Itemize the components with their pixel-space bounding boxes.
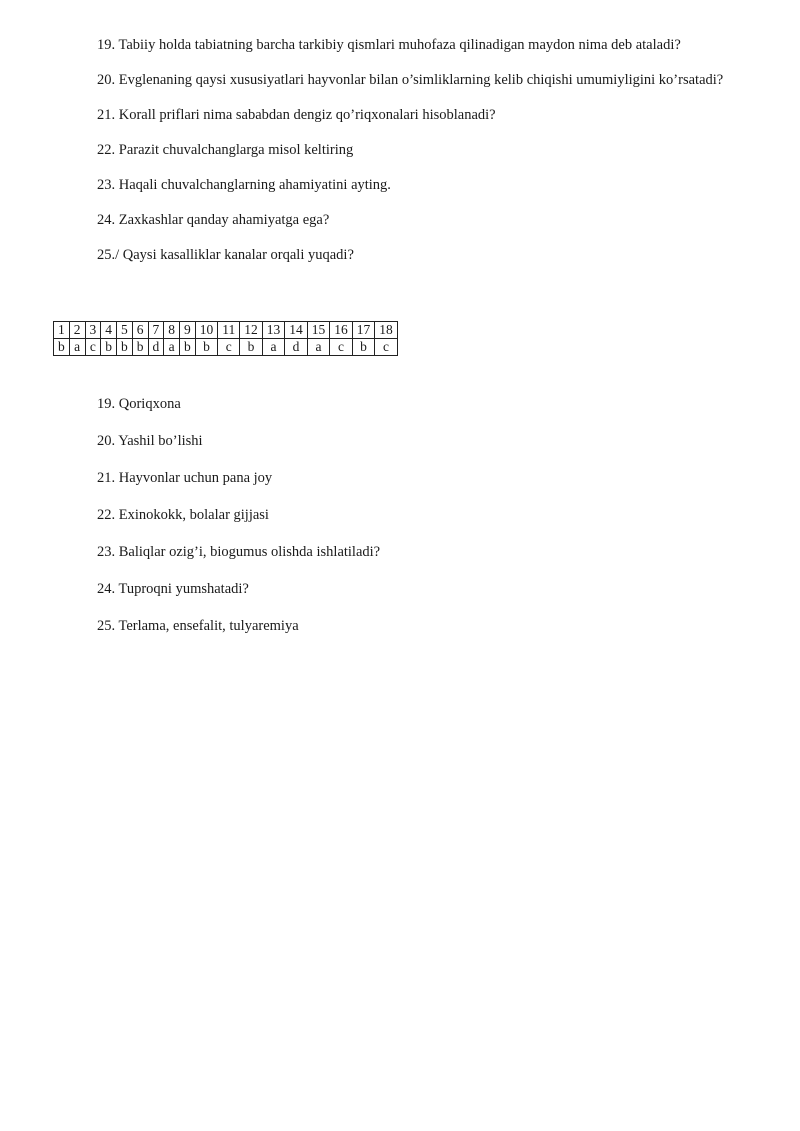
answer-key-number: 4 <box>101 322 117 339</box>
answer-item: 21. Hayvonlar uchun pana joy <box>97 470 273 486</box>
answer-key-letter: b <box>132 339 148 356</box>
answer-item: 20. Yashil bo’lishi <box>97 433 203 449</box>
answer-key-numbers-row <box>54 322 398 339</box>
answer-key-letter: b <box>101 339 117 356</box>
answer-key-number: 3 <box>85 322 101 339</box>
answer-key-letter: b <box>352 339 375 356</box>
answer-key-number: 15 <box>307 322 330 339</box>
answer-key-number: 5 <box>117 322 133 339</box>
answer-key-letter: a <box>262 339 285 356</box>
answer-key-number: 6 <box>132 322 148 339</box>
answer-key-letter: d <box>285 339 308 356</box>
answer-key-number: 18 <box>375 322 398 339</box>
answer-key-number: 9 <box>180 322 196 339</box>
answer-key-number: 14 <box>285 322 308 339</box>
answer-key-number: 8 <box>164 322 180 339</box>
answer-key-number: 12 <box>240 322 263 339</box>
question-item: 24. Zaxkashlar qanday ahamiyatga ega? <box>97 212 330 228</box>
answer-key-letter: b <box>54 339 70 356</box>
answer-key-number: 10 <box>195 322 218 339</box>
answer-key-number: 2 <box>69 322 85 339</box>
answer-item: 23. Baliqlar ozig’i, biogumus olishda ishlatiladi? <box>97 544 381 560</box>
answer-item: 22. Exinokokk, bolalar gijjasi <box>97 507 269 523</box>
question-item: 25./ Qaysi kasalliklar kanalar orqali yuqadi? <box>97 247 354 263</box>
answer-key-letter: b <box>180 339 196 356</box>
answer-key-letter: b <box>117 339 133 356</box>
question-list <box>61 36 741 281</box>
question-item: 23. Haqali chuvalchanglarning ahamiyatini ayting. <box>97 177 391 193</box>
answer-key-number: 17 <box>352 322 375 339</box>
answer-key-table <box>53 321 398 356</box>
answer-key-letter: c <box>85 339 101 356</box>
question-item: 22. Parazit chuvalchanglarga misol keltiring <box>97 142 354 158</box>
answer-item: 25. Terlama, ensefalit, tulyaremiya <box>97 618 299 634</box>
answer-key-letter: a <box>69 339 85 356</box>
answer-list <box>97 395 697 654</box>
answer-key-letter: d <box>148 339 164 356</box>
answer-key-number: 16 <box>330 322 353 339</box>
answer-key-letter: c <box>375 339 398 356</box>
answer-key-letter: b <box>240 339 263 356</box>
answer-key-letter: a <box>164 339 180 356</box>
answer-key-number: 13 <box>262 322 285 339</box>
question-item: 20. Evglenaning qaysi xususiyatlari hayvonlar bilan o’simliklarning kelib chiqishi umumiyligini ko’rsatadi? <box>97 72 724 88</box>
question-item: 19. Tabiiy holda tabiatning barcha tarkibiy qismlari muhofaza qilinadigan maydon nima deb ataladi? <box>97 37 681 53</box>
answer-key-letters-row <box>54 339 398 356</box>
answer-key-letter: b <box>195 339 218 356</box>
answer-key-letter: c <box>330 339 353 356</box>
answer-key-number: 7 <box>148 322 164 339</box>
answer-item: 19. Qoriqxona <box>97 396 181 412</box>
answer-key-letter: a <box>307 339 330 356</box>
answer-key-letter: c <box>218 339 240 356</box>
answer-item: 24. Tuproqni yumshatadi? <box>97 581 249 597</box>
answer-key-number: 11 <box>218 322 240 339</box>
question-item: 21. Korall priflari nima sababdan dengiz qo’riqxonalari hisoblanadi? <box>97 107 496 123</box>
answer-key-number: 1 <box>54 322 70 339</box>
